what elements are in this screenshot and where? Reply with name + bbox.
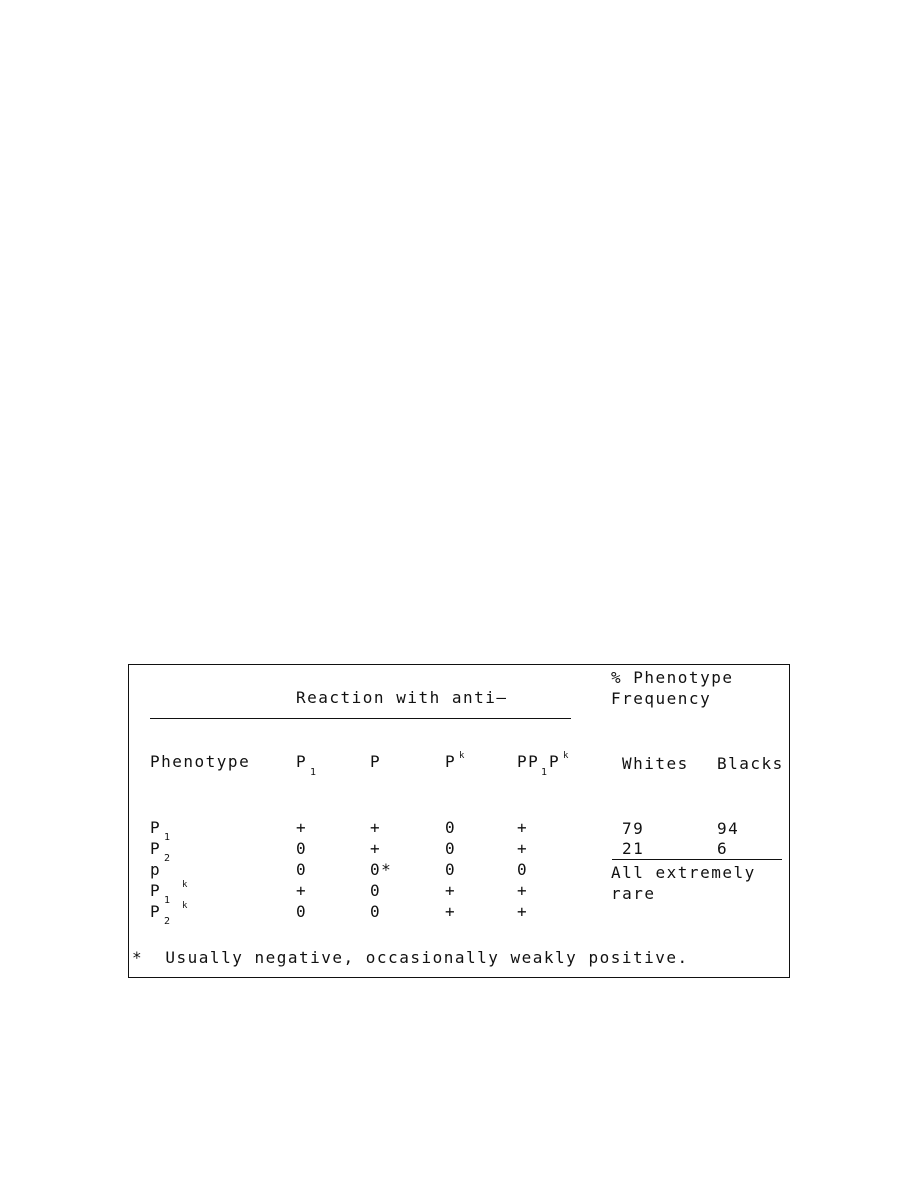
frequency-header-line2: Frequency — [611, 689, 712, 708]
footnote: * Usually negative, occasionally weakly positive. — [132, 948, 689, 967]
col-p: P — [370, 752, 382, 771]
reaction-header-rule — [150, 718, 571, 719]
reaction-header: Reaction with anti— — [296, 688, 508, 707]
frequency-header-line1: % Phenotype — [611, 668, 734, 687]
phenotype-table: Reaction with anti— % Phenotype Frequency Phenotype P 1 P P k PP 1 P k Whites Blacks P 1 + + 0 + 79 94 P 2 0 + 0 + 21 6 p 0 0* 0 0 All extremely rare P 1 k + 0 + + P 2 k 0 0 + + * Usually negative, occasionally weakly positive. — [128, 664, 790, 978]
col-whites: Whites — [622, 754, 689, 773]
col-phenotype: Phenotype — [150, 752, 251, 771]
rare-note-line2: rare — [611, 884, 656, 903]
col-blacks: Blacks — [717, 754, 784, 773]
rare-note-line1: All extremely — [611, 863, 756, 882]
frequency-rule — [612, 859, 782, 860]
